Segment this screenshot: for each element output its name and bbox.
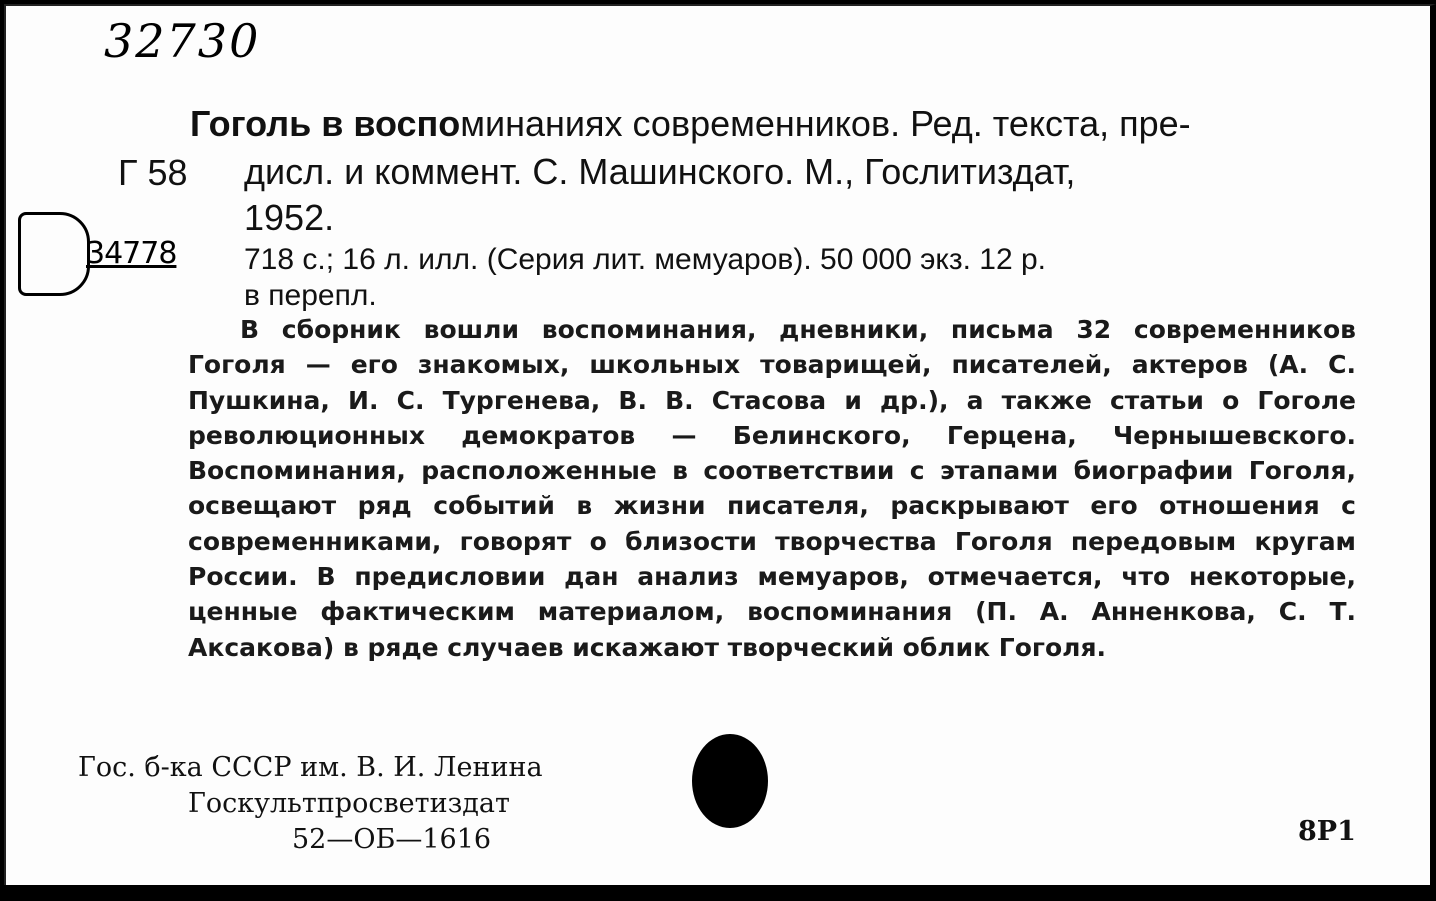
entry-title: Гоголь в воспо xyxy=(190,103,461,144)
entry-line-1-rest: минаниях современников. Ред. текста, пре- xyxy=(460,103,1191,144)
handwritten-number: 32730 xyxy=(104,14,261,68)
footer-publisher: Госкультпросветиздат xyxy=(188,788,510,819)
footer-library: Гос. б-ка СССР им. В. И. Ленина xyxy=(78,752,543,783)
card-bottom-edge xyxy=(0,885,1436,901)
collation-line-1: 718 с.; 16 л. илл. (Серия лит. мемуаров). 50 000 экз. 12 р. xyxy=(244,243,1047,276)
footer-code: 52—ОБ—1616 xyxy=(292,824,492,855)
entry-line-1 xyxy=(190,102,1191,146)
inventory-number: 34778 xyxy=(86,236,177,271)
entry-line-3: 1952. xyxy=(244,197,335,238)
call-number: Г 58 xyxy=(118,152,188,193)
collation-line-2: в перепл. xyxy=(244,279,377,312)
classification-code: 8P1 xyxy=(1298,816,1356,847)
annotation xyxy=(188,312,1356,665)
entry-line-2: дисл. и коммент. С. Машинского. М., Гослитиздат, xyxy=(244,151,1076,192)
inventory-stamp xyxy=(18,212,90,296)
annotation-text: В сборник вошли воспоминания, дневники, письма 32 современников Гоголя — его знакомых, школьных товарищей, писателей, актеров (А. С. Пушкина, И. С. Тургенева, В. В. Стасова и др.), а также статьи о Гоголе революционных демократов — Белинского, Герцена, Чернышевского. Воспоминания, расположенные в соответствии с этапами биографии Гоголя, освещают ряд событий в жизни писателя, раскрывают его отношения с современниками, говорят о близости творчества Гоголя передовым кругам России. В предисловии дан анализ мемуаров, отмечается, что некоторые, ценные фактическим материалом, воспоминания (П. А. Анненкова, С. Т. Аксакова) в ряде случаев искажают творческий облик Гоголя. xyxy=(188,315,1356,662)
ink-blot xyxy=(692,734,768,828)
